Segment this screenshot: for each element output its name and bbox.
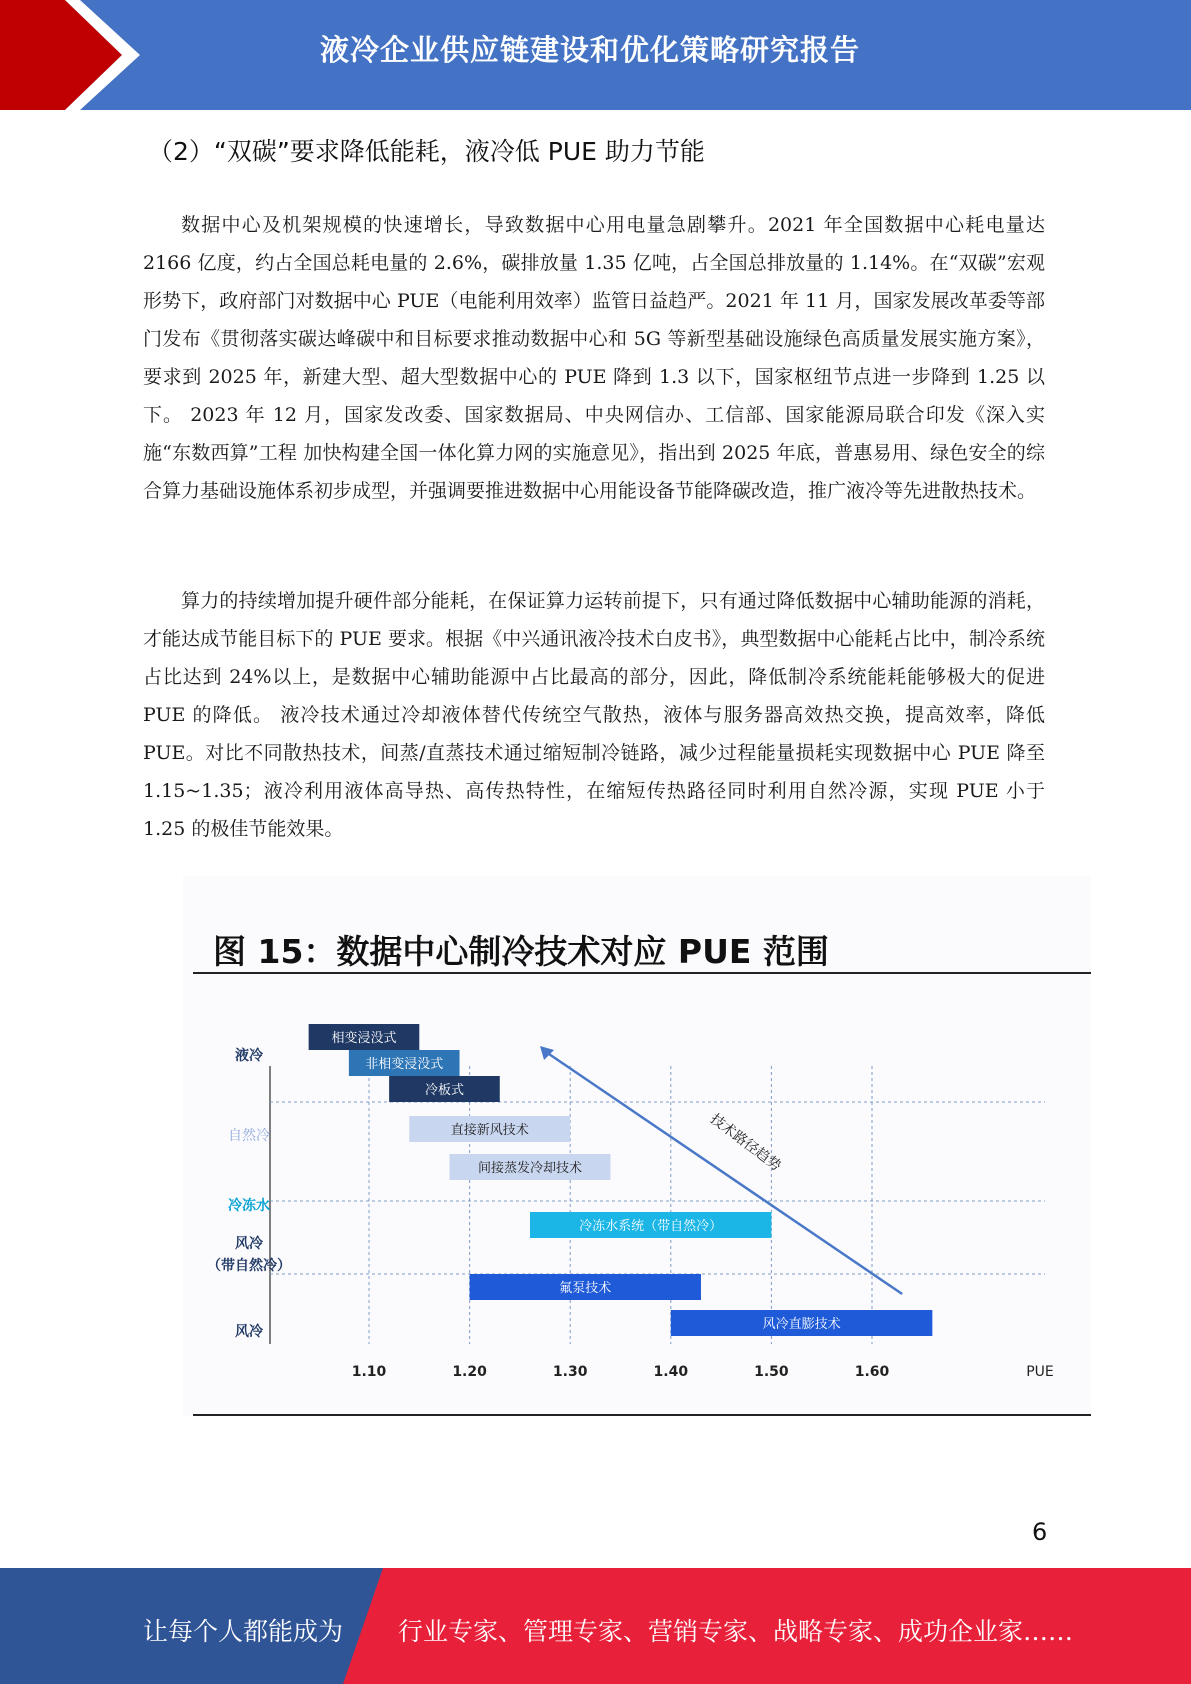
page-header — [0, 0, 1191, 110]
category-label: 风冷 — [235, 1324, 263, 1340]
x-axis-label: PUE — [1026, 1364, 1054, 1380]
category-label: 风冷 — [235, 1236, 263, 1252]
trend-arrow-head — [540, 1046, 554, 1060]
x-tick-label: 1.10 — [351, 1364, 387, 1380]
footer-slogan-left: 让每个人都能成为 — [143, 1617, 344, 1646]
figure-bottom-rule — [193, 1414, 1091, 1416]
category-label: 冷冻水 — [228, 1198, 270, 1214]
bar-label: 非相变浸没式 — [365, 1057, 444, 1072]
section-heading: （2）“双碳”要求降低能耗，液冷低 PUE 助力节能 — [148, 137, 705, 166]
figure-15 — [183, 876, 1091, 1416]
pue-range-chart — [183, 876, 1091, 1416]
category-label: 自然冷 — [228, 1128, 270, 1144]
x-tick-label: 1.20 — [452, 1364, 487, 1380]
page-number: 6 — [1032, 1518, 1048, 1546]
x-tick-label: 1.60 — [854, 1364, 890, 1380]
category-label: （带自然冷） — [207, 1258, 291, 1274]
bar-label: 相变浸没式 — [331, 1031, 397, 1046]
bar-label: 冷板式 — [424, 1083, 464, 1098]
x-tick-label: 1.50 — [754, 1364, 789, 1380]
bar-label: 冷冻水系统（带自然冷） — [579, 1219, 723, 1234]
bar-label: 风冷直膨技术 — [762, 1317, 841, 1332]
bar-label: 氟泵技术 — [559, 1281, 612, 1296]
x-tick-label: 1.30 — [552, 1364, 588, 1380]
header-title: 液冷企业供应链建设和优化策略研究报告 — [320, 33, 861, 67]
trend-annotation: 技术路径趋势 — [707, 1111, 784, 1175]
bar-label: 间接蒸发冷却技术 — [477, 1161, 582, 1176]
footer-slogan-right: 行业专家、管理专家、营销专家、战略专家、成功企业家…… — [398, 1617, 1074, 1646]
x-tick-label: 1.40 — [653, 1364, 689, 1380]
category-label: 液冷 — [235, 1048, 263, 1064]
header-red-chevron — [0, 0, 150, 110]
paragraph-2: 算力的持续增加提升硬件部分能耗，在保证算力运转前提下，只有通过降低数据中心辅助能源的消耗，才能达成节能目标下的 PUE 要求。根据《中兴通讯液冷技术白皮书》，典型数据中心能耗占比中，制冷系统占比达到 24%以上，是数据中心辅助能源中占比最高的部分，因此，降低制冷系统能耗能够极大的促进 PUE 的降低。 液冷技术通过冷却液体替代传统空气散热，液体与服务器高效热交换，提高效率，降低 PUE。对比不同散热技术，间蒸/直蒸技术通过缩短制冷链路，减少过程能量损耗实现数据中心 PUE 降至 1.15~1.35；液冷利用液体高导热、高传热特性，在缩短传热路径同时利用自然冷源，实现 PUE 小于 1.25 的极佳节能效果。 — [143, 590, 1045, 840]
paragraph-1: 数据中心及机架规模的快速增长，导致数据中心用电量急剧攀升。2021 年全国数据中心耗电量达 2166 亿度，约占全国总耗电量的 2.6%，碳排放量 1.35 亿吨，占全国总排放量的 1.14%。在“双碳”宏观形势下，政府部门对数据中心 PUE（电能利用效率）监管日益趋严。2021 年 11 月，国家发展改革委等部门发布《贯彻落实碳达峰碳中和目标要求推动数据中心和 5G 等新型基础设施绿色高质量发展实施方案》，要求到 2025 年，新建大型、超大型数据中心的 PUE 降到 1.3 以下，国家枢纽节点进一步降到 1.25 以下。 2023 年 12 月，国家发改委、国家数据局、中央网信办、工信部、国家能源局联合印发《深入实施“东数西算”工程 加快构建全国一体化算力网的实施意见》，指出到 2025 年底，普惠易用、绿色安全的综合算力基础设施体系初步成型，并强调要推进数据中心用能设备节能降碳改造，推广液冷等先进散热技术。 — [143, 214, 1045, 502]
bar-label: 直接新风技术 — [450, 1123, 529, 1138]
figure-title: 图 15：数据中心制冷技术对应 PUE 范围 — [213, 932, 829, 971]
